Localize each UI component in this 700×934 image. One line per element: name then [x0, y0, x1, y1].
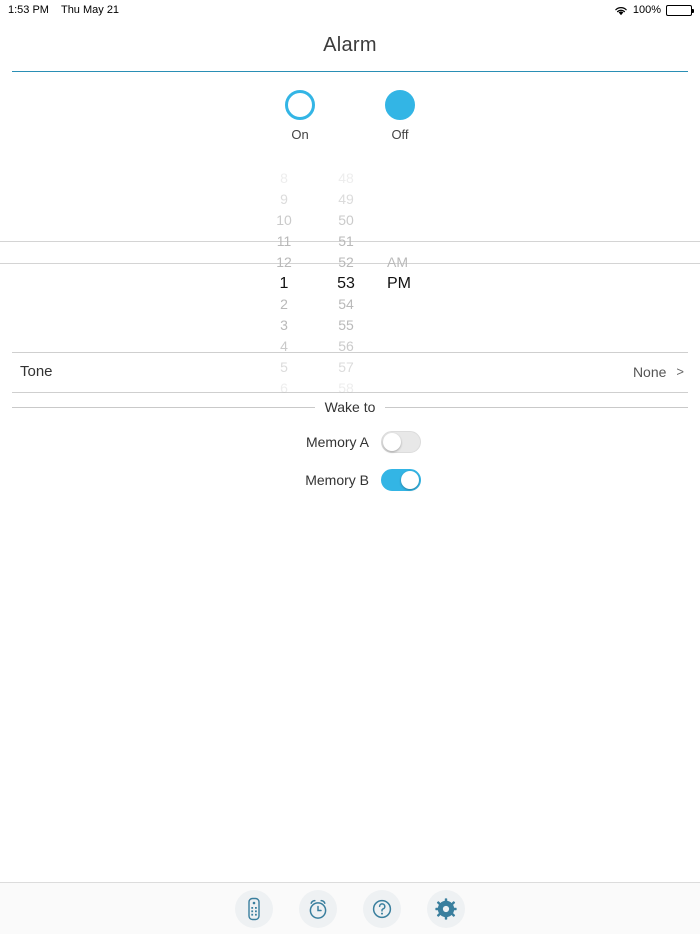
picker-cell[interactable]: 54	[338, 296, 354, 312]
status-date: Thu May 21	[60, 4, 120, 16]
picker-column-ampm[interactable]	[377, 162, 447, 352]
memory-b-toggle[interactable]	[381, 469, 421, 491]
picker-cell[interactable]: 56	[338, 338, 354, 354]
radio-label-on: On	[291, 127, 309, 142]
picker-cell[interactable]: 12	[276, 254, 292, 270]
picker-cell[interactable]: 6	[280, 380, 288, 396]
radio-option-off[interactable]	[369, 90, 431, 142]
picker-cell[interactable]: 52	[338, 254, 354, 270]
status-time: 1:53 PM	[8, 4, 49, 16]
picker-cell[interactable]: 57	[338, 359, 354, 375]
picker-cell[interactable]: 49	[338, 191, 354, 207]
memory-b-label: Memory B	[305, 472, 369, 488]
picker-cell[interactable]: 9	[280, 191, 288, 207]
picker-cell[interactable]: 4	[280, 338, 288, 354]
page-header	[0, 20, 700, 57]
header-divider	[12, 71, 688, 72]
gear-icon[interactable]	[427, 890, 465, 928]
picker-cell-am[interactable]: AM	[387, 254, 408, 270]
picker-cell[interactable]: 55	[338, 317, 354, 333]
picker-cell[interactable]: 48	[338, 170, 354, 186]
memory-a-toggle[interactable]	[381, 431, 421, 453]
picker-cell-selected-hour[interactable]: 1	[279, 275, 289, 292]
picker-cell[interactable]	[387, 336, 447, 357]
alarm-state-radio-group	[0, 90, 700, 142]
status-bar	[0, 0, 700, 20]
help-question-icon[interactable]	[363, 890, 401, 928]
picker-cell[interactable]: 50	[338, 212, 354, 228]
bottom-tab-bar	[0, 882, 700, 934]
wake-to-header	[12, 399, 688, 415]
radio-circle-off[interactable]	[385, 90, 415, 120]
battery-cap	[692, 9, 694, 13]
tone-value: None	[632, 363, 667, 380]
picker-cell[interactable]: 3	[280, 317, 288, 333]
picker-cell[interactable]: 5	[280, 359, 288, 375]
picker-cell[interactable]	[387, 210, 447, 231]
picker-cell[interactable]: 58	[338, 380, 354, 396]
wake-to-label: Wake to	[324, 399, 376, 415]
picker-cell[interactable]	[387, 378, 447, 399]
status-bar-left	[8, 4, 119, 16]
picker-cell[interactable]: 8	[280, 170, 288, 186]
tone-label: Tone	[20, 363, 53, 380]
radio-option-on[interactable]	[269, 90, 331, 142]
wifi-icon	[614, 5, 628, 16]
wake-to-line-right	[385, 407, 688, 408]
picker-cell-selected-minute[interactable]: 53	[337, 275, 355, 292]
remote-control-icon[interactable]	[235, 890, 273, 928]
picker-cell[interactable]: 51	[338, 233, 354, 249]
radio-label-off: Off	[391, 127, 409, 142]
picker-cell[interactable]: 10	[276, 212, 292, 228]
picker-cell[interactable]	[387, 294, 447, 315]
picker-cell-selected-ampm[interactable]: PM	[387, 275, 411, 292]
picker-column-hour[interactable]	[253, 162, 315, 396]
memory-b-row	[0, 469, 700, 491]
radio-circle-on[interactable]	[285, 90, 315, 120]
memory-a-label: Memory A	[305, 434, 369, 450]
alarm-clock-icon[interactable]	[299, 890, 337, 928]
memory-a-toggle-knob	[383, 433, 401, 451]
chevron-right-icon[interactable]: >	[676, 364, 684, 379]
picker-cell[interactable]	[387, 315, 447, 336]
picker-cell[interactable]: 2	[280, 296, 288, 312]
picker-cell[interactable]	[387, 357, 447, 378]
memory-b-toggle-knob	[401, 471, 419, 489]
status-bar-right	[614, 4, 692, 16]
picker-cell[interactable]	[387, 189, 447, 210]
picker-cell[interactable]	[387, 168, 447, 189]
battery-icon	[666, 5, 692, 16]
memory-a-row	[0, 431, 700, 453]
picker-cell[interactable]: 11	[276, 233, 292, 249]
wake-to-line-left	[12, 407, 315, 408]
picker-cell[interactable]	[387, 231, 447, 252]
battery-percent: 100%	[632, 4, 661, 16]
page-title: Alarm	[323, 34, 377, 56]
picker-column-minute[interactable]	[315, 162, 377, 396]
